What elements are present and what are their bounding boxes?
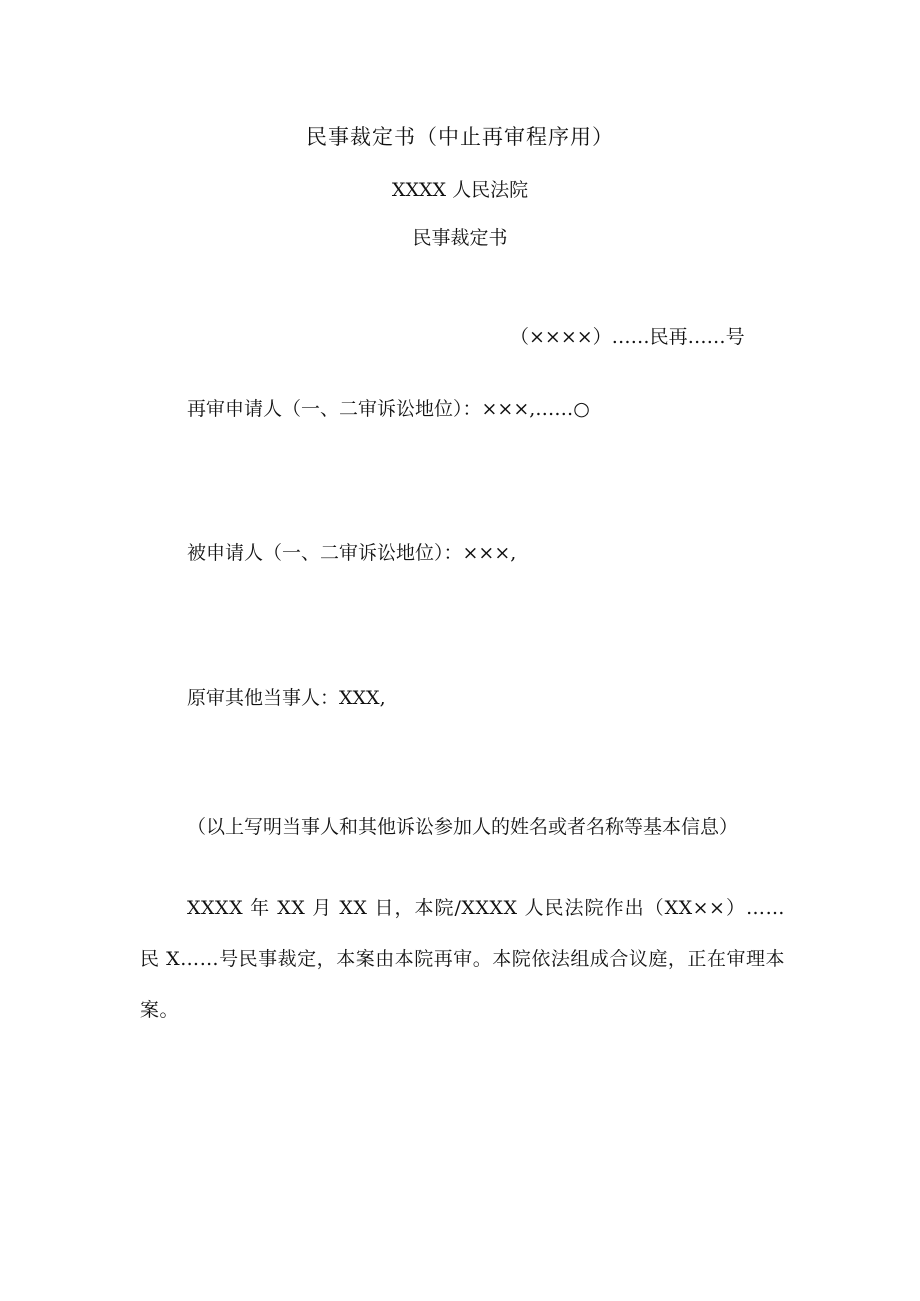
body-paragraph: XXXX 年 XX 月 XX 日，本院/XXXX 人民法院作出（XX××）……民 X……号民事裁定，本案由本院再审。本院依法组成合议庭，正在审理本案。 <box>140 897 785 1021</box>
document-title: 民事裁定书（中止再审程序用） <box>306 125 614 149</box>
case-number: （××××）……民再……号 <box>510 326 745 348</box>
document-type-heading: 民事裁定书 <box>412 227 508 249</box>
party-respondent: 被申请人（一、二审诉讼地位）：×××, <box>187 542 517 564</box>
parties-note: （以上写明当事人和其他诉讼参加人的姓名或者名称等基本信息） <box>187 816 739 838</box>
party-applicant: 再审申请人（一、二审诉讼地位）：×××,……○ <box>187 398 590 420</box>
party-other: 原审其他当事人：XXX, <box>187 687 386 709</box>
court-name: XXXX 人民法院 <box>391 179 529 201</box>
